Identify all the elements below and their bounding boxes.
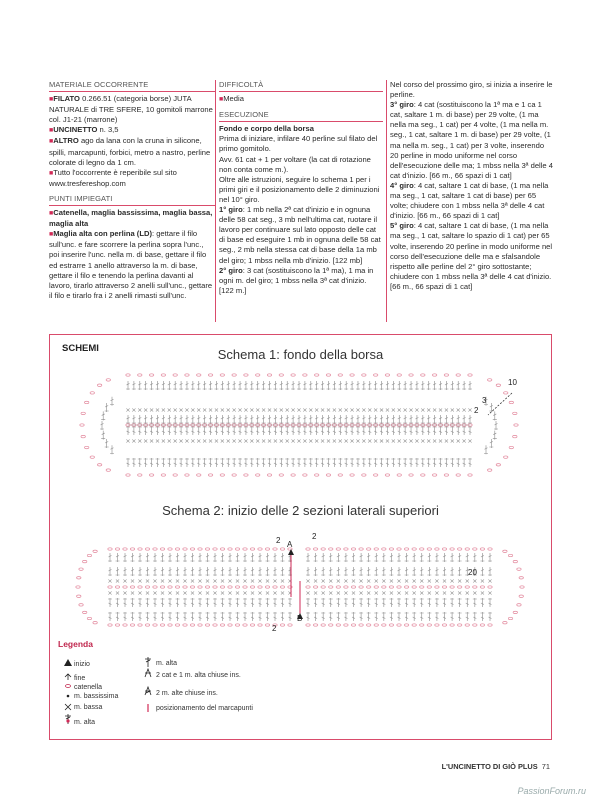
esecuzione-heading: ESECUZIONE — [219, 110, 269, 120]
giro5-result: [66 m., 66 spazi di 1 cat] — [390, 281, 473, 291]
legend-ma-perlina: m. alta — [74, 719, 96, 726]
materials-heading: MATERIALE OCCORRENTE — [49, 80, 149, 89]
inizio-symbol-icon — [64, 659, 72, 666]
cat-ma-chiuse-symbol-icon — [145, 669, 151, 677]
giro3-label: 3° giro — [390, 100, 414, 110]
schema2-marker-a: A — [287, 540, 293, 549]
altro-paragraph — [49, 136, 215, 167]
bullet-square-icon: ■ — [219, 96, 224, 104]
schema1-round-label: 10 — [508, 378, 517, 387]
giro2-label: 2° giro — [219, 265, 243, 275]
page-number: 71 — [541, 762, 550, 771]
uncinetto-paragraph — [49, 125, 215, 136]
legend-ma2chiuse: 2 m. alte chiuse ins. — [156, 690, 218, 697]
giro5-text: : 4 cat, saltare 1 cat di base, (1 ma nella ma seg., 1 cat, saltare lo spazio di 1 cat) per 65 volte, inserendo 20 perline in modo uniforme nel corso dell'esecuzione delle ma e sfalsandole rispetto alle perline del 2° giro sottostante; chiudere con 1 mbss nella 3ª delle 4 cat d'inizio. — [390, 221, 553, 281]
schema1-round-label: 2 — [474, 406, 479, 415]
schemi-title: SCHEMI — [62, 343, 99, 354]
giro5-label: 5° giro — [390, 221, 414, 231]
legend-mb: m. bassa — [74, 704, 103, 711]
uncinetto-text: n. 3,5 — [97, 125, 119, 135]
page-footer — [442, 762, 550, 771]
schema2-round-label: 2 — [272, 624, 277, 633]
mb-symbol-icon — [65, 704, 71, 710]
giro1-paragraph — [219, 205, 383, 266]
filato-text: 0.266.51 (categoria borse) JUTA NATURALE di TRE SFERE, 10 gomitoli marrone col. J1-21 (marrone) — [49, 94, 213, 125]
punti-1-text: Catenella, maglia bassissima, maglia bassa, maglia alta — [49, 208, 213, 229]
watermark: PassionForum.ru — [517, 786, 586, 796]
ma-chiuse-symbol-icon — [145, 687, 151, 695]
fondo-heading: Fondo e corpo della borsa — [219, 124, 314, 134]
giro3-paragraph — [390, 100, 553, 181]
giro1-text: : 1 mb nella 2ª cat d'inizio e in ognuna delle 58 cat seg., 3 mb nell'ultima cat, ruotare il lavoro per continuare sul lato opposto delle cat di base ed eseguire 1 mb in ognuna delle 58 cat seg., 2 mb nella stessa cat di base della 1a mb del giro; 1 mbss nella mb d'inizio. [122 mb] — [219, 205, 381, 265]
bullet-square-icon: ■ — [49, 138, 54, 146]
schema2-round-label: 2 — [312, 532, 317, 541]
legend-symbols — [50, 335, 551, 739]
column-divider — [386, 80, 387, 322]
filato-paragraph — [49, 94, 215, 125]
bullet-square-icon: ■ — [49, 96, 54, 104]
punti-2-text: : gettare il filo sull'unc. e fare scorrere la perlina sopra l'unc., poi inserire l'unc. nella m. di base, gettare il filo ed estrarre 1 anello attraverso la m. di base, gettare il filo e tenendo la perlina davanti al lavoro, tirarlo attraverso 2 anelli sull'unc., gettare il filo e tirarlo fra i 2 anelli rimasti sull'unc. — [49, 229, 213, 300]
punti-heading: PUNTI IMPIEGATI — [49, 193, 113, 203]
avv-paragraph: Avv. 61 cat + 1 per voltare (la cat di rotazione non conta come m.). — [219, 154, 371, 174]
reperibile-paragraph — [49, 168, 215, 189]
column-execution — [219, 80, 383, 296]
giro1-label: 1° giro — [219, 205, 243, 215]
divider — [49, 205, 215, 206]
punti-paragraph-1 — [49, 208, 215, 229]
legend-fine: fine — [74, 675, 86, 682]
legend-mbss: m. bassissima — [74, 693, 119, 700]
giro2-text: : 3 cat (sostituiscono la 1ª ma), 1 ma in ogni m. del giro; 1 mbss nella 3ª cat d'inizio. [122 m.] — [219, 265, 374, 295]
punti-2-label: Maglia alta con perlina (LD) — [53, 229, 152, 239]
intro-paragraph: Nel corso del prossimo giro, si inizia a inserire le perline. — [390, 80, 553, 100]
bullet-square-icon: ■ — [49, 210, 54, 218]
mbss-symbol-icon — [67, 695, 70, 698]
giro2-paragraph — [219, 266, 383, 296]
legend-marcapunti: posizionamento del marcapunti — [156, 705, 253, 712]
divider — [219, 121, 383, 122]
reperibile-text: Tutto l'occorrente è reperibile sul sito www.tresfereshop.com — [49, 167, 177, 188]
column-rounds — [390, 80, 553, 292]
legend-catenella: catenella — [74, 684, 103, 691]
column-materials — [49, 80, 215, 301]
difficolta-value: Media — [223, 94, 244, 104]
giro4-text: : 4 cat, saltare 1 cat di base, (1 ma nella ma seg., 1 cat, saltare 1 cat di base) per 65 volte; chiudere con 1 mbss nella 3ª delle 4 cat d'inizio. [66 m., 66 spazi di 1 cat] — [390, 180, 549, 221]
column-divider — [215, 80, 216, 322]
divider — [219, 91, 383, 92]
schemi-box — [49, 334, 552, 740]
filato-label: FILATO — [53, 94, 80, 104]
altro-text: ago da lana con la cruna in silicone, spilli, marcapunti, forbici, metro a nastro, perline colorate di legno da 1 cm. — [49, 136, 211, 167]
fine-symbol-icon — [65, 674, 71, 680]
schema2-round-label: 20 — [468, 568, 477, 577]
magazine-name: L'UNCINETTO DI GIÒ PLUS — [441, 762, 538, 771]
divider — [49, 91, 215, 92]
bullet-square-icon: ■ — [49, 169, 54, 177]
oltre-paragraph: Oltre alle istruzioni, seguire lo schema 1 per i primi giri e il posizionamento delle 2 diminuzioni nel 10° giro. — [219, 174, 380, 204]
legend-ma: m. alta — [156, 660, 178, 667]
giro4-paragraph — [390, 181, 553, 221]
schema1-round-label: 3 — [482, 396, 487, 405]
giro5-paragraph — [390, 221, 553, 282]
legend-inizio: inizio — [74, 661, 90, 668]
difficolta-heading: DIFFICOLTÀ — [219, 80, 264, 89]
bullet-square-icon: ■ — [49, 127, 54, 135]
giro4-label: 4° giro — [390, 180, 414, 190]
perlina-symbol-icon — [66, 719, 69, 722]
difficolta-paragraph — [219, 94, 383, 105]
giro3-text: : 4 cat (sostituiscono la 1ª ma e 1 ca 1 cat, saltare 1 m. di base) per 29 volte, (1 ma nella ma seg., 1 cat) per 4 volte, (1 ma nella m. seg., 1 cat, saltare 1 m. di base) per 29 volte, (1 ma nella m. seg., 1 cat) per 3 volte, inserendo 20 perline in modo uniforme nel corso dell'esecuzione delle ma; 1 mbss nella 3ª delle 4 cat d'inizio. [66 m., 66 spazi di 1 cat] — [390, 100, 553, 180]
uncinetto-label: UNCINETTO — [53, 125, 98, 135]
intro-paragraph: Prima di iniziare, infilare 40 perline sul filato del primo gomitolo. — [219, 134, 378, 154]
bullet-square-icon: ■ — [49, 231, 54, 239]
schema2-round-label: 2 — [276, 536, 281, 545]
punti-paragraph-2 — [49, 229, 215, 301]
schema2-title: Schema 2: inizio delle 2 sezioni laterali superiori — [162, 503, 439, 518]
schema1-title: Schema 1: fondo della borsa — [217, 347, 384, 362]
legend-cat2: 2 cat e 1 m. alta chiuse ins. — [156, 672, 241, 679]
catenella-symbol-icon — [66, 685, 71, 688]
altro-label: ALTRO — [53, 136, 79, 146]
legend-title: Legenda — [58, 639, 93, 649]
ma-symbol-icon — [145, 657, 151, 667]
